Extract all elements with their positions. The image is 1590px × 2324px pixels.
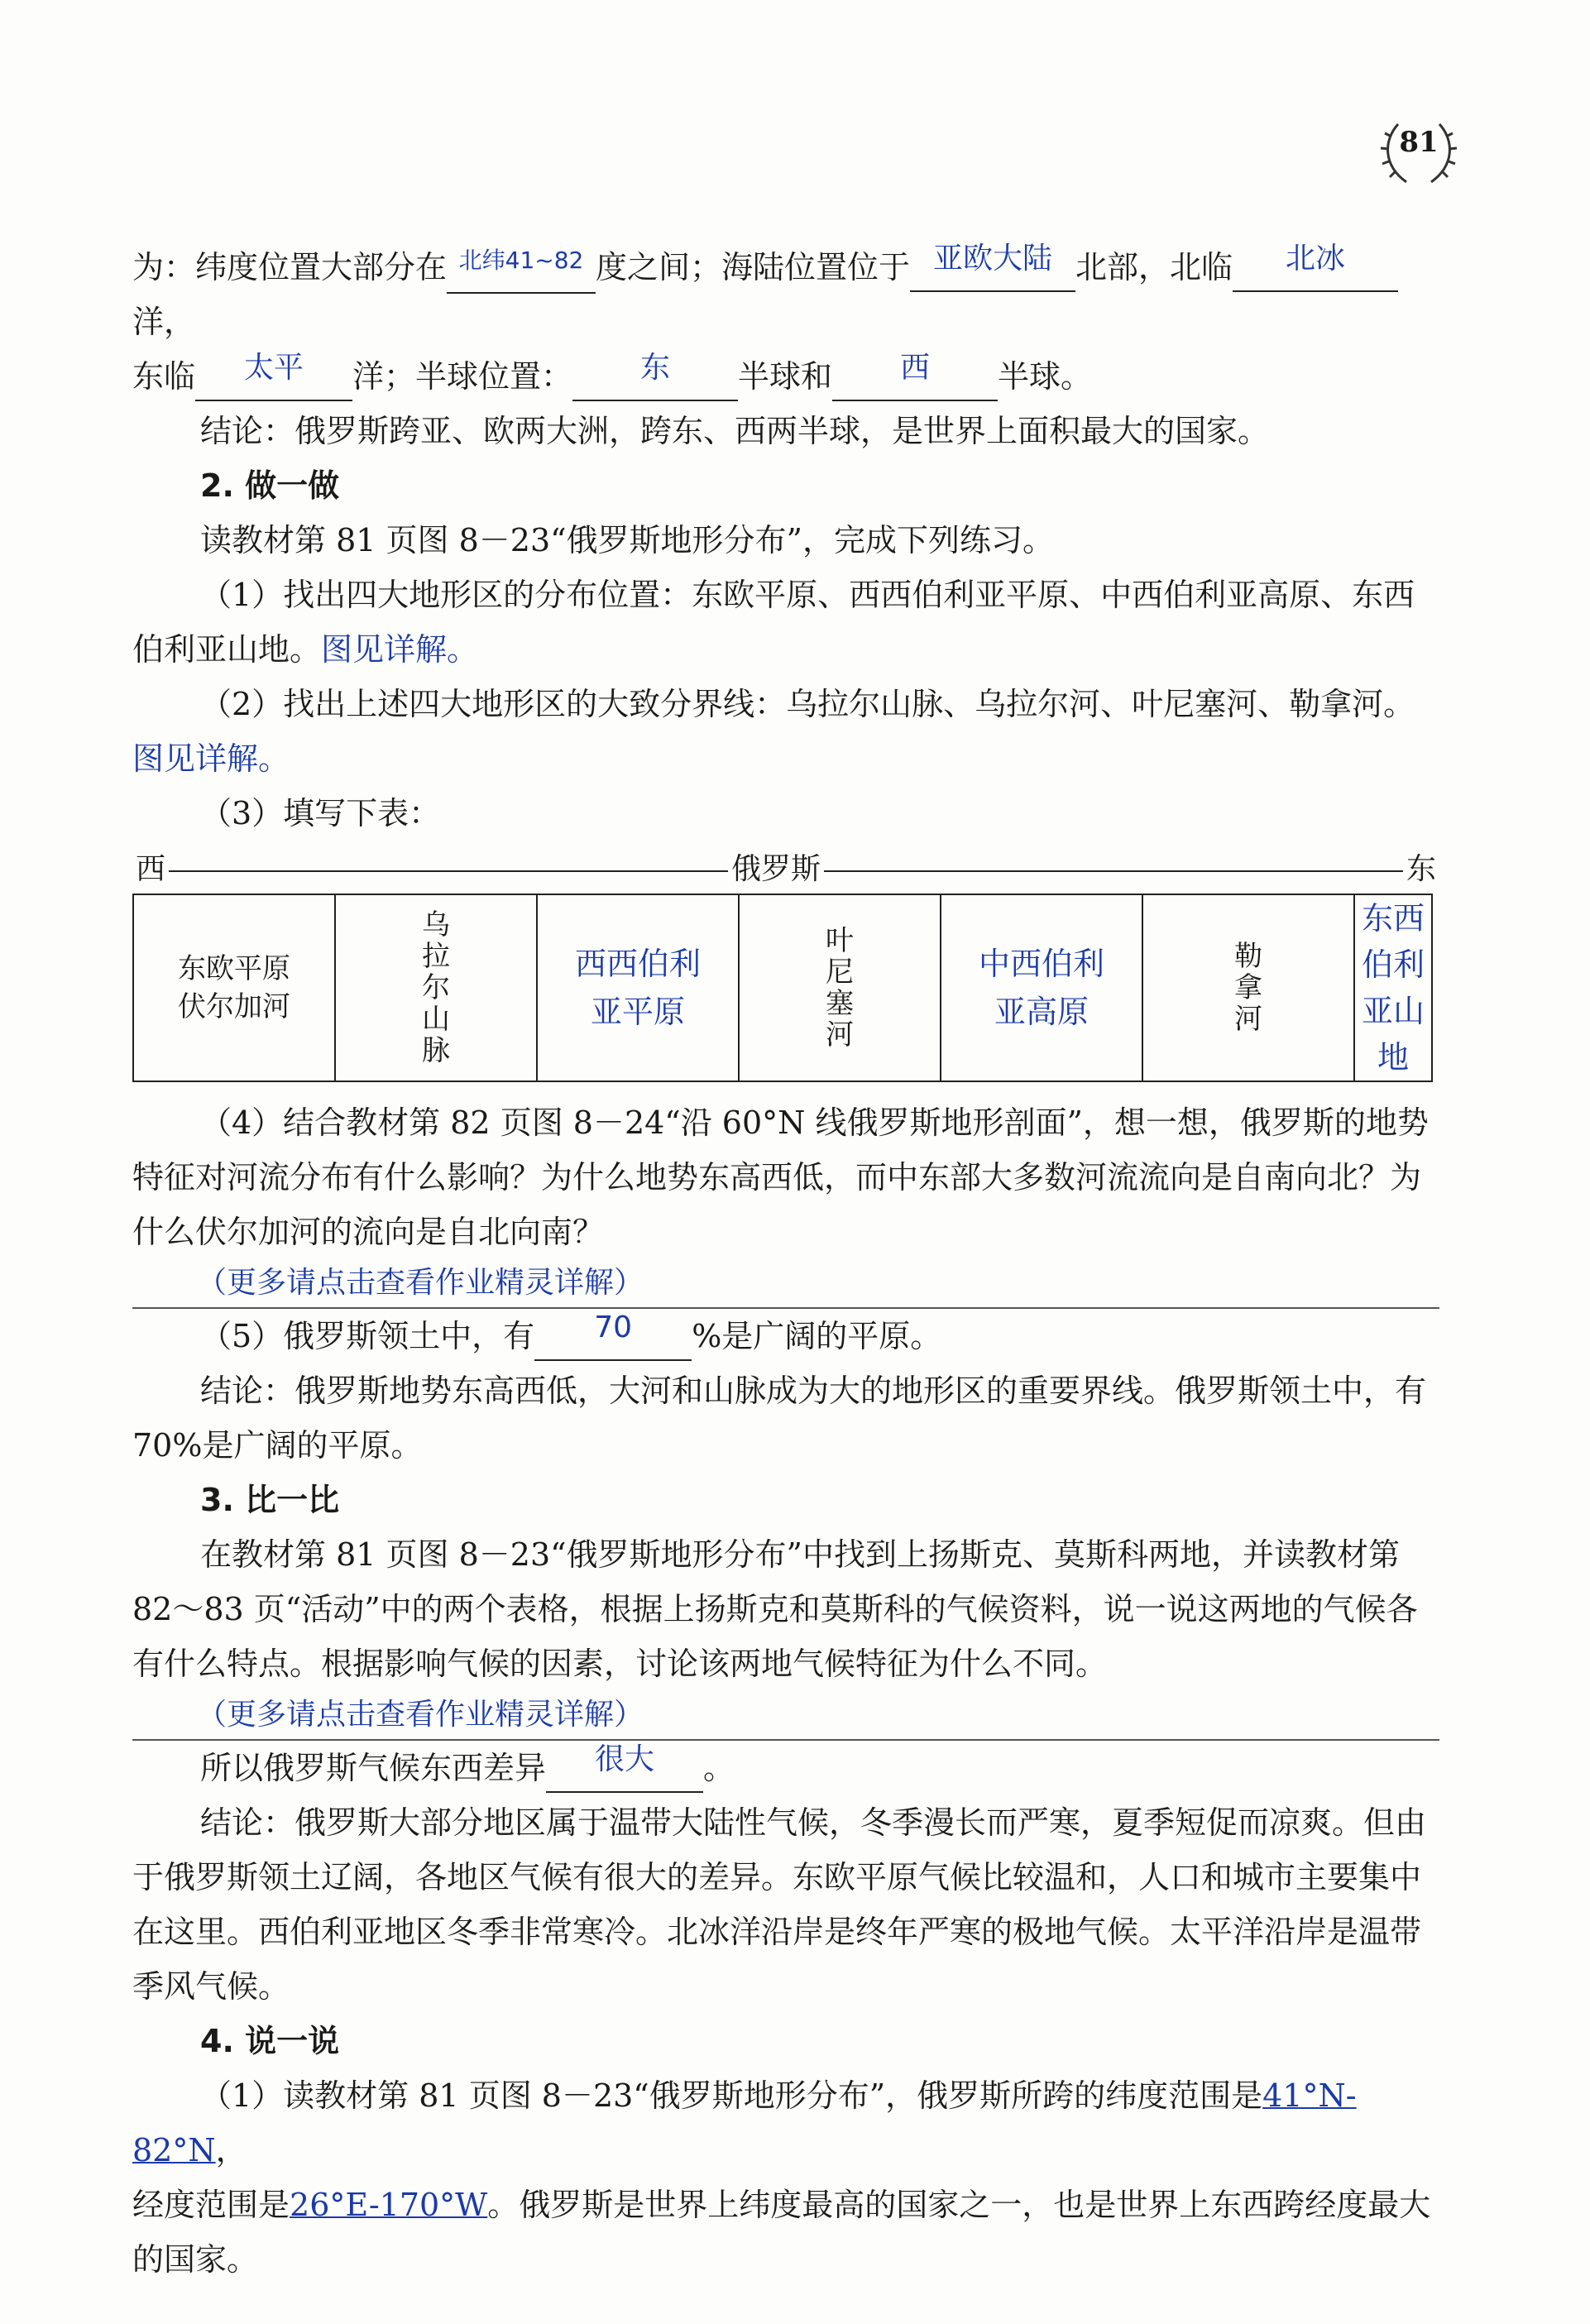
answer-link-1[interactable]: 图见详解。 [321, 631, 479, 668]
section-2-conclusion: 结论：俄罗斯地势东高西低，大河和山脉成为大的地形区的重要界线。俄罗斯领土中，有 70%是广阔的平原。 [132, 1373, 1427, 1464]
text: 东临 [132, 358, 196, 395]
answer-east-ocean: 太平 [244, 351, 304, 385]
question-1-text: （1）找出四大地形区的分布位置：东欧平原、西西伯利亚平原、中西伯利亚高原、东西伯利亚山地。 [132, 577, 1415, 668]
intro-line-2 [132, 349, 1439, 404]
blank-hemisphere-1 [572, 351, 738, 401]
cell-text: 乌拉尔山脉 [422, 908, 450, 1067]
text: ， [215, 2132, 247, 2168]
section-4-question-1-cont [132, 2178, 1439, 2287]
section-2-heading: 2. 做一做 [200, 467, 340, 504]
more-detail-link-1[interactable]: （更多请点击查看作业精灵详解） [132, 1259, 1439, 1309]
question-2-text: （2）找出上述四大地形区的大致分界线：乌拉尔山脉、乌拉尔河、叶尼塞河、勒拿河。 [200, 686, 1415, 722]
answer-climate-difference: 很大 [595, 1742, 655, 1776]
text: 北部，北临 [1075, 249, 1233, 285]
text: 所以俄罗斯气候东西差异 [200, 1750, 547, 1786]
text: （1）读教材第 81 页图 8－23“俄罗斯地形分布”，俄罗斯所跨的纬度范围是 [200, 2077, 1263, 2114]
text: 洋；半球位置： [352, 358, 573, 395]
page-number: 81 [1399, 126, 1439, 159]
cell-text: 东欧平原伏尔加河 [178, 952, 290, 1023]
question-5 [132, 1309, 1439, 1363]
axis-west: 西 [132, 846, 169, 888]
cell-answer: 中西伯利亚高原 [978, 946, 1104, 1030]
text: %是广阔的平原。 [692, 1318, 942, 1354]
section-3-text: 在教材第 81 页图 8－23“俄罗斯地形分布”中找到上扬斯克、莫斯科两地，并读教材第 82～83 页“活动”中的两个表格，根据上扬斯克和莫斯科的气候资料，说一说这两地的气候各有什么特点。根据影响气候的因素，讨论该两地气候特征为什么不同。 [132, 1536, 1418, 1682]
section-3-conclusion: 结论：俄罗斯大部分地区属于温带大陆性气候，冬季漫长而严寒，夏季短促而凉爽。但由于俄罗斯领土辽阔，各地区气候有很大的差异。东欧平原气候比较温和，人口和城市主要集中在这里。西伯利亚地区冬季非常寒冷。北冰洋沿岸是终年严寒的极地气候。太平洋沿岸是温带季风气候。 [132, 1804, 1427, 2005]
blank-continent [910, 242, 1075, 292]
text: 为：纬度位置大部分在 [132, 249, 448, 285]
blank-plain-percent [534, 1311, 692, 1361]
cell-ural-mountains [335, 894, 537, 1081]
blank-climate-difference [546, 1742, 703, 1793]
answer-plain-percent: 70 [594, 1311, 633, 1344]
text: 洋， [132, 304, 196, 340]
answer-longitude-range: 26°E-170°W [290, 2187, 488, 2223]
question-3: （3）填写下表： [200, 795, 441, 831]
cell-text: 叶尼塞河 [826, 924, 854, 1052]
text: （5）俄罗斯领土中，有 [200, 1318, 535, 1354]
cell-answer: 西西伯利亚平原 [574, 946, 701, 1030]
cell-text: 勒拿河 [1234, 940, 1262, 1036]
intro-line-1 [132, 240, 1439, 349]
cell-east-european-plain [133, 894, 335, 1081]
intro-conclusion: 结论：俄罗斯跨亚、欧两大洲，跨东、西两半球，是世界上面积最大的国家。 [200, 413, 1270, 449]
cell-central-siberian-plateau [941, 894, 1142, 1081]
cell-lena-river [1142, 894, 1354, 1081]
section-2-instruction: 读教材第 81 页图 8－23“俄罗斯地形分布”，完成下列练习。 [200, 522, 1054, 558]
text: 经度范围是 [132, 2187, 290, 2223]
answer-latitude-range: 41°N-82°N [132, 2077, 1357, 2168]
section-4-question-1 [132, 2068, 1439, 2178]
terrain-table [132, 894, 1433, 1082]
section-4-heading: 4. 说一说 [200, 2023, 340, 2059]
text: 。俄罗斯是世界上纬度最高的国家之一，也是世界上东西跨经度最大的国家。 [132, 2187, 1431, 2278]
blank-north-ocean [1233, 242, 1398, 292]
text: 度之间；海陆位置位于 [596, 249, 911, 285]
answer-hemisphere-2: 西 [900, 351, 931, 385]
cell-west-siberian-plain [537, 894, 739, 1081]
question-4: （4）结合教材第 82 页图 8－24“沿 60°N 线俄罗斯地形剖面”，想一想，俄罗斯的地势特征对河流分布有什么影响？为什么地势东高西低，而中东部大多数河流流向是自南向北？为什么伏尔加河的流向是自北向南？ [132, 1104, 1429, 1250]
answer-latitude: 北纬41~82 [458, 247, 584, 274]
text: 半球和 [738, 358, 833, 395]
blank-latitude [447, 246, 596, 294]
answer-continent: 亚欧大陆 [933, 242, 1053, 276]
blank-hemisphere-2 [832, 351, 998, 401]
answer-hemisphere-1: 东 [640, 351, 671, 385]
cell-yenisei-river [739, 894, 941, 1081]
answer-link-2[interactable]: 图见详解。 [132, 740, 290, 777]
answer-north-ocean: 北冰 [1286, 242, 1346, 276]
text: 。 [703, 1750, 735, 1786]
question-1 [132, 568, 1439, 677]
page-number-badge [1373, 108, 1464, 199]
climate-difference [132, 1741, 1439, 1795]
section-3-heading: 3. 比一比 [200, 1482, 340, 1518]
direction-axis [132, 846, 1439, 892]
axis-center: 俄罗斯 [728, 846, 824, 888]
more-detail-link-2[interactable]: （更多请点击查看作业精灵详解） [132, 1691, 1439, 1741]
text: 半球。 [998, 358, 1093, 395]
table-row [133, 894, 1432, 1081]
cell-answer: 东西伯利亚山地 [1361, 900, 1425, 1076]
page-content [132, 240, 1439, 2287]
question-2 [132, 677, 1439, 786]
blank-east-ocean [195, 351, 352, 401]
axis-east: 东 [1403, 846, 1439, 888]
cell-east-siberian-mountains [1354, 894, 1432, 1081]
